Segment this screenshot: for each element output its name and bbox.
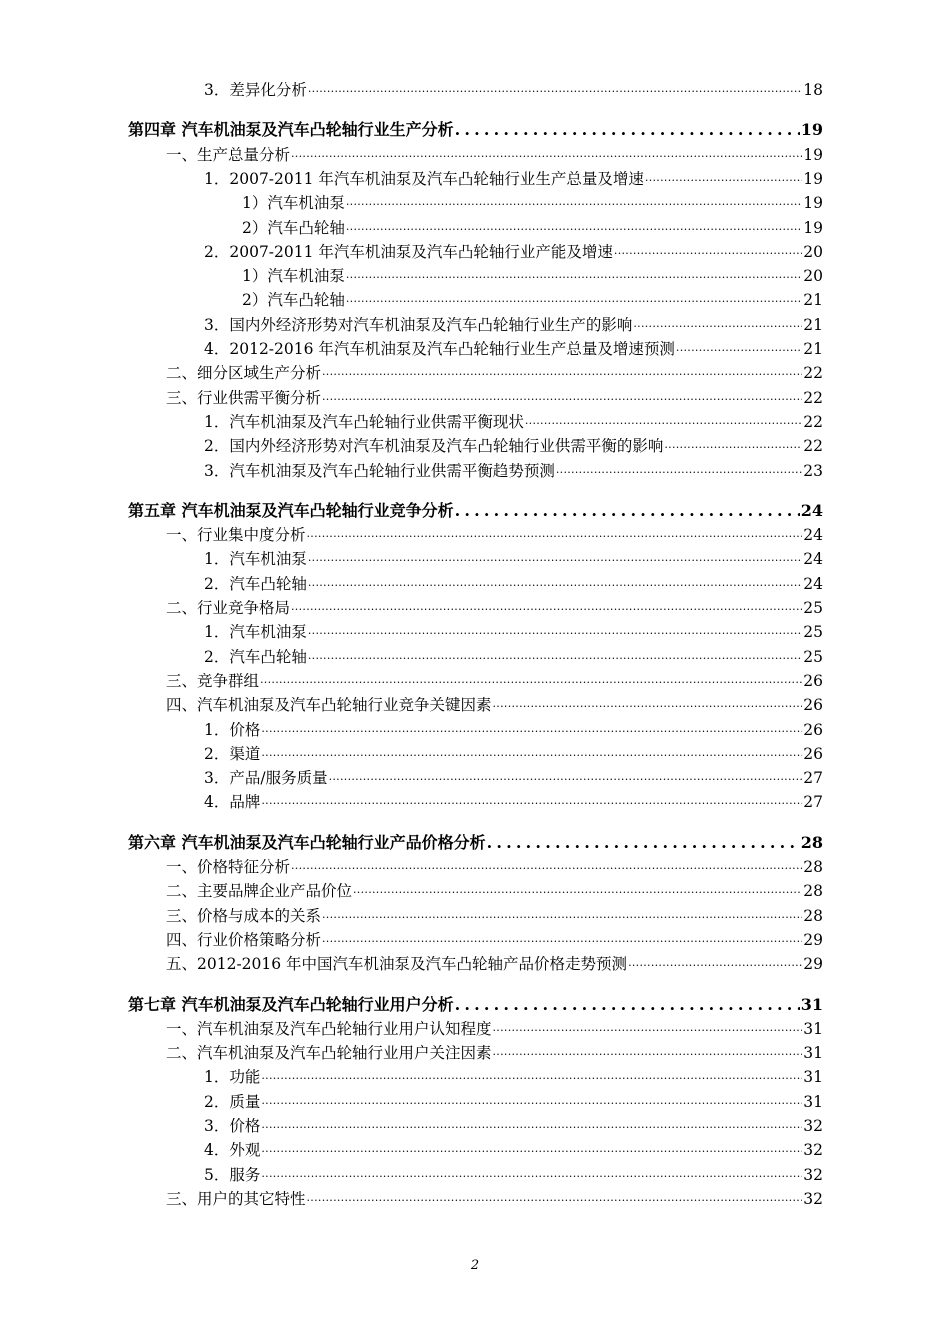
toc-entry-page: 25: [803, 647, 823, 666]
toc-entry-title: 1）汽车机油泵: [242, 267, 345, 286]
toc-entry-title: 第五章 汽车机油泵及汽车凸轮轴行业竞争分析: [128, 500, 454, 520]
toc-entry-title: 第七章 汽车机油泵及汽车凸轮轴行业用户分析: [128, 994, 454, 1014]
toc-entry-page: 22: [803, 364, 823, 383]
dot-leader: [261, 1092, 802, 1112]
toc-entry-page: 19: [803, 218, 823, 237]
toc-entry-title: 2．渠道: [204, 744, 261, 763]
toc-entry[interactable]: [204, 572, 823, 594]
dot-leader: [261, 1067, 802, 1087]
toc-entry-page: 26: [803, 671, 823, 690]
dot-leader: [322, 930, 802, 950]
toc-entry-page: 25: [803, 599, 823, 617]
dot-leader: [664, 436, 802, 456]
toc-chapter-entry[interactable]: [128, 831, 823, 853]
dot-leader: [455, 995, 800, 1015]
toc-entry-title: 1．2007-2011 年汽车机油泵及汽车凸轮轴行业生产总量及增速: [204, 169, 644, 188]
dot-leader: [322, 363, 802, 383]
toc-entry-page: 22: [803, 437, 823, 456]
toc-entry-page: 31: [803, 1044, 823, 1063]
toc-entry-page: 19: [803, 194, 823, 213]
dot-leader: [260, 671, 802, 691]
toc-entry-page: 31: [803, 1092, 823, 1111]
toc-entry[interactable]: [166, 143, 823, 165]
dot-leader: [308, 80, 802, 100]
toc-entry-title: 一、汽车机油泵及汽车凸轮轴行业用户认知程度: [166, 1019, 492, 1038]
toc-entry-page: 28: [803, 906, 823, 925]
toc-entry[interactable]: [204, 459, 823, 481]
toc-entry-page: 22: [803, 388, 823, 407]
toc-entry-page: 26: [803, 744, 823, 763]
dot-leader: [322, 388, 802, 408]
toc-entry[interactable]: [204, 1138, 823, 1160]
toc-entry-title: 四、行业价格策略分析: [166, 930, 322, 949]
toc-entry-title: 2）汽车凸轮轴: [242, 291, 345, 310]
toc-entry[interactable]: [204, 620, 823, 642]
toc-entry-title: 1．汽车机油泵及汽车凸轮轴行业供需平衡现状: [204, 412, 524, 431]
dot-leader: [455, 120, 800, 140]
toc-entry[interactable]: [166, 952, 823, 974]
toc-entry-title: 2．汽车凸轮轴: [204, 574, 307, 593]
dot-leader: [291, 857, 802, 877]
toc-entry[interactable]: [204, 78, 823, 100]
dot-leader: [346, 193, 802, 213]
toc-entry-title: 3．价格: [204, 1117, 261, 1135]
toc-entry-page: 24: [803, 550, 823, 569]
dot-leader: [633, 315, 802, 335]
dot-leader: [493, 1043, 803, 1063]
toc-entry[interactable]: [166, 1017, 823, 1039]
toc-entry-page: 27: [803, 769, 823, 788]
toc-entry-title: 三、价格与成本的关系: [166, 906, 322, 925]
toc-entry[interactable]: [204, 167, 823, 189]
toc-entry-title: 3．国内外经济形势对汽车机油泵及汽车凸轮轴行业生产的影响: [204, 315, 633, 334]
toc-entry-title: 五、2012-2016 年中国汽车机油泵及汽车凸轮轴产品价格走势预测: [166, 955, 628, 974]
dot-leader: [261, 1140, 802, 1160]
toc-entry[interactable]: [166, 523, 823, 545]
toc-chapter-entry[interactable]: [128, 499, 823, 521]
toc-entry-title: 二、细分区域生产分析: [166, 364, 322, 383]
toc-entry-title: 3．差异化分析: [204, 81, 307, 99]
dot-leader: [614, 242, 802, 262]
toc-entry-page: 18: [803, 81, 823, 99]
toc-entry-page: 22: [803, 412, 823, 431]
toc-entry-page: 29: [803, 930, 823, 949]
toc-entry[interactable]: [204, 790, 823, 812]
toc-entry-title: 二、汽车机油泵及汽车凸轮轴行业用户关注因素: [166, 1044, 492, 1063]
toc-entry-page: 27: [803, 793, 823, 812]
toc-entry-title: 3．产品/服务质量: [204, 769, 328, 788]
toc-entry-page: 21: [803, 291, 823, 310]
toc-entry[interactable]: [166, 855, 823, 877]
dot-leader: [487, 833, 800, 853]
dot-leader: [493, 1019, 803, 1039]
toc-entry-page: 29: [803, 955, 823, 974]
toc-entry-page: 19: [803, 169, 823, 188]
toc-entry-page: 26: [803, 696, 823, 715]
toc-entry-title: 一、价格特征分析: [166, 858, 291, 876]
toc-entry[interactable]: [204, 410, 823, 432]
toc-entry[interactable]: [204, 1065, 823, 1087]
toc-chapter-entry[interactable]: [128, 993, 823, 1015]
toc-entry[interactable]: [204, 337, 823, 359]
toc-entry[interactable]: [166, 904, 823, 926]
toc-entry-title: 3．汽车机油泵及汽车凸轮轴行业供需平衡趋势预测: [204, 461, 555, 480]
toc-entry-title: 二、主要品牌企业产品价位: [166, 882, 353, 901]
toc-entry-title: 2．汽车凸轮轴: [204, 647, 307, 666]
toc-entry-title: 4．外观: [204, 1141, 261, 1160]
toc-entry[interactable]: [166, 879, 823, 901]
toc-entry[interactable]: [166, 1041, 823, 1063]
dot-leader: [308, 647, 802, 667]
toc-entry-title: 一、生产总量分析: [166, 145, 291, 164]
toc-entry-title: 4．2012-2016 年汽车机油泵及汽车凸轮轴行业生产总量及增速预测: [204, 340, 675, 358]
toc-entry-page: 21: [803, 315, 823, 334]
toc-entry-page: 28: [800, 832, 823, 852]
dot-leader: [628, 954, 802, 974]
dot-leader: [307, 525, 803, 545]
toc-entry-page: 32: [803, 1117, 823, 1135]
dot-leader: [346, 290, 802, 310]
dot-leader: [455, 501, 800, 521]
toc-entry-page: 32: [803, 1189, 823, 1208]
toc-entry[interactable]: [166, 693, 823, 715]
toc-entry-page: 31: [800, 994, 823, 1014]
toc-entry-page: 28: [803, 858, 823, 876]
toc-entry-title: 5．服务: [204, 1165, 261, 1184]
toc-entry-title: 三、竞争群组: [166, 671, 260, 690]
toc-chapter-entry[interactable]: [128, 118, 823, 140]
toc-entry-page: 32: [803, 1165, 823, 1184]
dot-leader: [261, 792, 802, 812]
dot-leader: [308, 622, 802, 642]
dot-leader: [322, 906, 802, 926]
toc-entry[interactable]: [204, 1163, 823, 1185]
toc-entry[interactable]: [166, 386, 823, 408]
toc-entry[interactable]: [204, 434, 823, 456]
toc-entry-page: 32: [803, 1141, 823, 1160]
toc-entry-title: 三、行业供需平衡分析: [166, 388, 322, 407]
toc-entry-title: 四、汽车机油泵及汽车凸轮轴行业竞争关键因素: [166, 696, 492, 715]
dot-leader: [261, 720, 802, 740]
toc-entry-page: 24: [803, 574, 823, 593]
toc-entry[interactable]: [166, 361, 823, 383]
toc-entry[interactable]: [242, 288, 823, 310]
dot-leader: [329, 768, 803, 788]
toc-entry-title: 第四章 汽车机油泵及汽车凸轮轴行业生产分析: [128, 120, 454, 140]
toc-entry[interactable]: [242, 191, 823, 213]
dot-leader: [556, 461, 802, 481]
toc-entry[interactable]: [204, 645, 823, 667]
toc-entry-page: 21: [803, 340, 823, 358]
toc-entry-title: 1．汽车机油泵: [204, 550, 307, 569]
dot-leader: [353, 881, 802, 901]
toc-entry[interactable]: [204, 547, 823, 569]
toc-entry-title: 2．质量: [204, 1092, 261, 1111]
toc-entry-page: 19: [800, 120, 823, 140]
toc-entry[interactable]: [204, 313, 823, 335]
toc-entry[interactable]: [166, 596, 823, 618]
dot-leader: [291, 598, 802, 618]
toc-entry-page: 31: [803, 1019, 823, 1038]
dot-leader: [307, 1189, 803, 1209]
dot-leader: [525, 412, 802, 432]
toc-entry-page: 28: [803, 882, 823, 901]
toc-entry-title: 第六章 汽车机油泵及汽车凸轮轴行业产品价格分析: [128, 832, 486, 852]
dot-leader: [493, 695, 803, 715]
toc-entry-title: 2）汽车凸轮轴: [242, 218, 345, 237]
toc-entry[interactable]: [242, 216, 823, 238]
toc-entry-page: 24: [800, 500, 823, 520]
dot-leader: [261, 1165, 802, 1185]
toc-entry-title: 1．价格: [204, 720, 261, 739]
toc-entry-title: 2．国内外经济形势对汽车机油泵及汽车凸轮轴行业供需平衡的影响: [204, 437, 664, 456]
toc-entry-page: 20: [803, 242, 823, 261]
toc-entry-page: 31: [803, 1068, 823, 1087]
toc-entry-title: 1．汽车机油泵: [204, 623, 307, 642]
toc-entry-page: 19: [803, 145, 823, 164]
toc-entry-title: 4．品牌: [204, 793, 261, 812]
dot-leader: [645, 169, 802, 189]
toc-entry[interactable]: [204, 766, 823, 788]
toc-entry-page: 20: [803, 267, 823, 286]
toc-entry[interactable]: [242, 264, 823, 286]
toc-entry[interactable]: [166, 1187, 823, 1209]
toc-entry-title: 二、行业竞争格局: [166, 599, 291, 617]
dot-leader: [308, 549, 802, 569]
toc-entry-page: 26: [803, 720, 823, 739]
toc-entry[interactable]: [166, 669, 823, 691]
dot-leader: [346, 266, 802, 286]
toc-entry-title: 1．功能: [204, 1068, 261, 1087]
page-number: 2: [470, 1258, 480, 1273]
toc-entry[interactable]: [204, 1114, 823, 1136]
toc-entry-page: 24: [803, 526, 823, 545]
toc-entry[interactable]: [204, 742, 823, 764]
toc-entry-title: 1）汽车机油泵: [242, 194, 345, 213]
toc-entry-title: 2．2007-2011 年汽车机油泵及汽车凸轮轴行业产能及增速: [204, 242, 613, 261]
toc-entry[interactable]: [204, 240, 823, 262]
toc-entry[interactable]: [204, 718, 823, 740]
toc-entry[interactable]: [166, 928, 823, 950]
dot-leader: [676, 339, 802, 359]
dot-leader: [346, 218, 802, 238]
toc-entry-title: 一、行业集中度分析: [166, 526, 306, 545]
dot-leader: [308, 574, 802, 594]
toc-entry[interactable]: [204, 1090, 823, 1112]
dot-leader: [291, 145, 802, 165]
dot-leader: [261, 744, 802, 764]
toc-entry-page: 23: [803, 461, 823, 480]
toc-entry-page: 25: [803, 623, 823, 642]
toc-entry-title: 三、用户的其它特性: [166, 1189, 306, 1208]
dot-leader: [261, 1116, 802, 1136]
